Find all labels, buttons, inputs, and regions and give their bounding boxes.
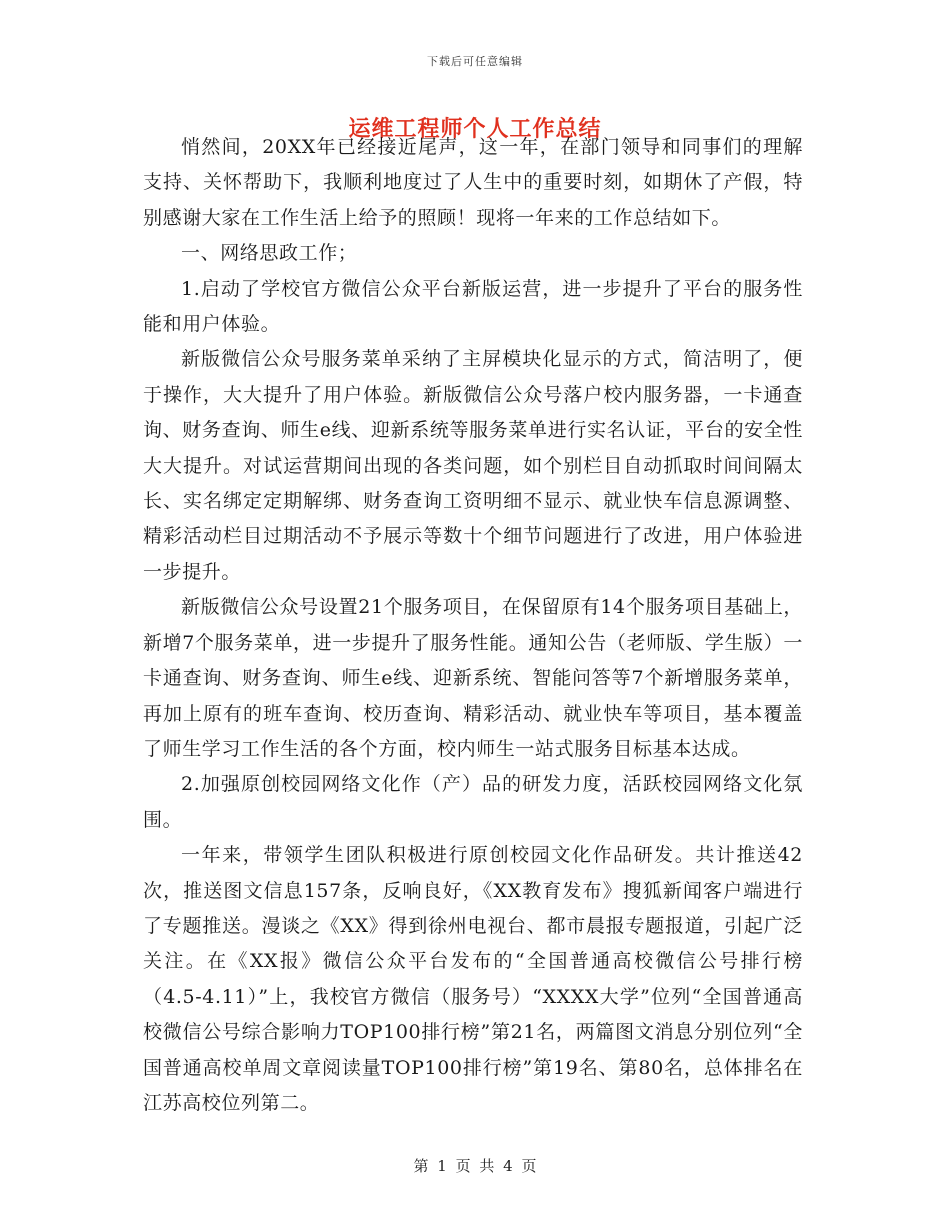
paragraph-original-works: 一年来，带领学生团队积极进行原创校园文化作品研发。共计推送42次，推送图文信息157条，反响良好，《XX教育发布》搜狐新闻客户端进行了专题推送。漫谈之《XX》得到徐州电视台、都市晨报专题报道，引起广泛关注。在《XX报》微信公众平台发布的“全国普通高校微信公号排行榜（4.5-4.11）”上，我校官方微信（服务号）“XXXX大学”位列“全国普通高校微信公号综合影响力TOP100排行榜”第21名，两篇图文消息分别位列“全国普通高校单周文章阅读量TOP100排行榜”第19名、第80名，总体排名在江苏高校位列第二。: [143, 844, 803, 1114]
document-title: 运维工程师个人工作总结: [348, 116, 602, 142]
section-heading-network: 一、网络思政工作；: [181, 242, 358, 265]
header-note: 下载后可任意编辑: [427, 55, 523, 68]
paragraph-menu-redesign: 新版微信公众号服务菜单采纳了主屏模块化显示的方式，简洁明了，便于操作，大大提升了用户体验。新版微信公众号落户校内服务器，一卡通查询、财务查询、师生e线、迎新系统等服务菜单进行实名认证，平台的安全性大大提升。对试运营期间出现的各类问题，如个别栏目自动抓取时间间隔太长、实名绑定定期解绑、财务查询工资明细不显示、就业快车信息源调整、精彩活动栏目过期活动不予展示等数十个细节问题进行了改进，用户体验进一步提升。: [143, 348, 803, 583]
paragraph-service-items: 新版微信公众号设置21个服务项目，在保留原有14个服务项目基础上，新增7个服务菜单，进一步提升了服务性能。通知公告（老师版、学生版）一卡通查询、财务查询、师生e线、迎新系统、智能问答等7个新增服务菜单，再加上原有的班车查询、校历查询、精彩活动、就业快车等项目，基本覆盖了师生学习工作生活的各个方面，校内师生一站式服务目标基本达成。: [143, 596, 803, 760]
document-body: [143, 130, 803, 1121]
paragraph-item-2: 2.加强原创校园网络文化作（产）品的研发力度，活跃校园网络文化氛围。: [143, 773, 803, 831]
paragraph-item-1: 1.启动了学校官方微信公众平台新版运营，进一步提升了平台的服务性能和用户体验。: [143, 277, 803, 336]
paragraph-intro: 悄然间，20XX年已经接近尾声，这一年，在部门领导和同事们的理解支持、关怀帮助下，我顺利地度过了人生中的重要时刻，如期休了产假，特别感谢大家在工作生活上给予的照顾！现将一年来的工作总结如下。: [143, 136, 803, 229]
page-footer: 第 1 页 共 4 页: [413, 1157, 537, 1175]
